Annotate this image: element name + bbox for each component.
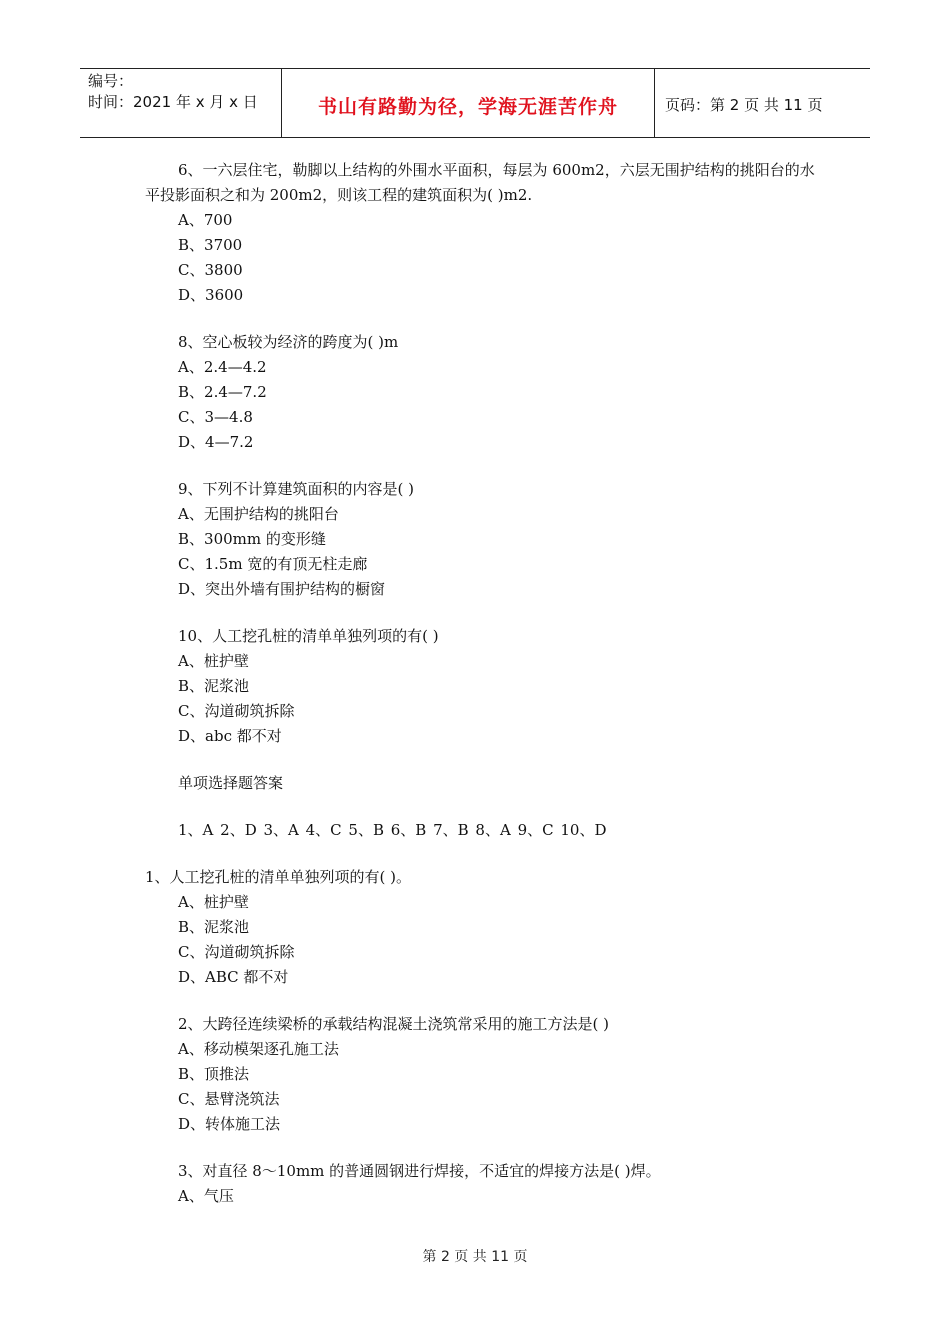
header-motto-cell (282, 69, 655, 137)
question-b3 (145, 1159, 825, 1209)
option-a: A、700 (178, 211, 233, 229)
answers-line: 1、A 2、D 3、A 4、C 5、B 6、B 7、B 8、A 9、C 10、D (178, 821, 607, 839)
question-text: 10、人工挖孔桩的清单单独列项的有( ) (178, 627, 439, 645)
option-c: C、1.5m 宽的有顶无柱走廊 (178, 555, 368, 573)
option-a: A、无围护结构的挑阳台 (178, 505, 339, 523)
answers-title: 单项选择题答案 (178, 774, 284, 792)
time-label: 时间：2021 年 x 月 x 日 (88, 93, 258, 111)
question-b2 (145, 1012, 825, 1137)
question-6 (145, 158, 825, 308)
option-c: C、沟道砌筑拆除 (178, 943, 295, 961)
question-text: 3、对直径 8～10mm 的普通圆钢进行焊接，不适宜的焊接方法是( )焊。 (178, 1162, 661, 1180)
option-c: C、3800 (178, 261, 243, 279)
question-9 (145, 477, 825, 602)
question-b1 (145, 865, 825, 990)
question-10 (145, 624, 825, 749)
option-b: B、泥浆池 (178, 677, 250, 695)
option-c: C、3—4.8 (178, 408, 253, 426)
option-a: A、2.4—4.2 (178, 358, 267, 376)
option-a: A、桩护壁 (178, 893, 249, 911)
question-8 (145, 330, 825, 455)
page-info: 页码：第 2 页 共 11 页 (665, 95, 823, 114)
motto: 书山有路勤为径，学海无涯苦作舟 (317, 95, 618, 118)
option-c: C、沟道砌筑拆除 (178, 702, 295, 720)
question-text: 6、一六层住宅，勒脚以上结构的外围水平面积，每层为 600m2，六层无围护结构的挑阳台的水平投影面积之和为 200m2，则该工程的建筑面积为( )m2. (145, 161, 815, 204)
option-b: B、2.4—7.2 (178, 383, 267, 401)
question-text: 9、下列不计算建筑面积的内容是( ) (178, 480, 415, 498)
option-b: B、300mm 的变形缝 (178, 530, 326, 548)
option-d: D、ABC 都不对 (178, 968, 289, 986)
question-text: 8、空心板较为经济的跨度为( )m (178, 333, 399, 351)
option-d: D、3600 (178, 286, 244, 304)
option-c: C、悬臂浇筑法 (178, 1090, 280, 1108)
question-text: 1、人工挖孔桩的清单单独列项的有( )。 (145, 868, 412, 886)
option-b: B、泥浆池 (178, 918, 250, 936)
option-d: D、转体施工法 (178, 1115, 281, 1133)
header-page-info (655, 70, 870, 138)
document-body (145, 158, 825, 1231)
option-a: A、气压 (178, 1187, 234, 1205)
header-meta (80, 69, 282, 137)
option-d: D、abc 都不对 (178, 727, 282, 745)
option-d: D、突出外墙有围护结构的橱窗 (178, 580, 386, 598)
option-a: A、移动模架逐孔施工法 (178, 1040, 339, 1058)
page-footer: 第 2 页 共 11 页 (422, 1249, 528, 1265)
option-a: A、桩护壁 (178, 652, 249, 670)
option-b: B、顶推法 (178, 1065, 250, 1083)
page-header (80, 68, 870, 138)
question-text: 2、大跨径连续梁桥的承载结构混凝土浇筑常采用的施工方法是( ) (178, 1015, 610, 1033)
option-d: D、4—7.2 (178, 433, 254, 451)
number-label: 编号： (88, 72, 134, 90)
option-b: B、3700 (178, 236, 243, 254)
